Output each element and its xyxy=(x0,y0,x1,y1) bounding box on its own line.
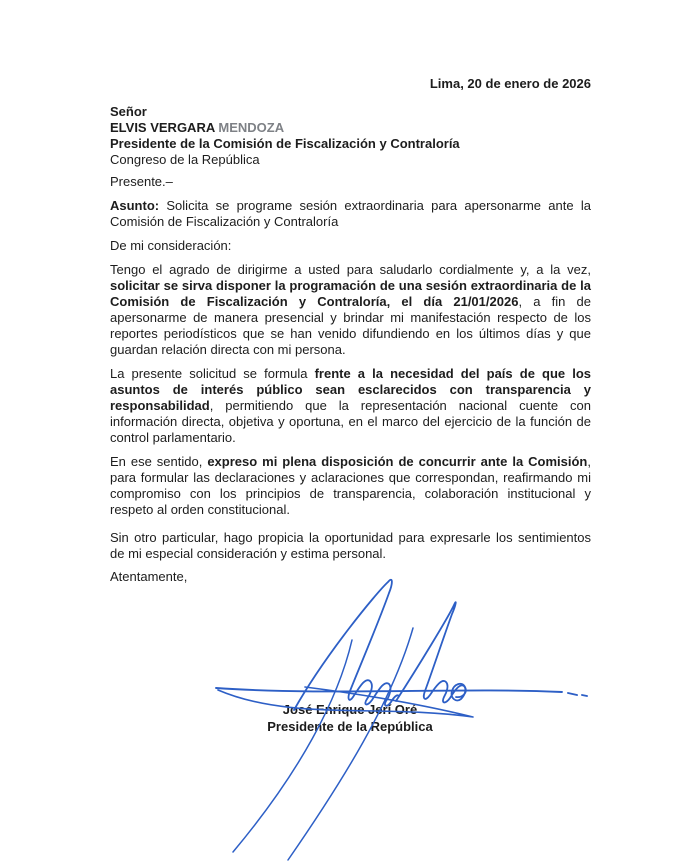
paragraph-text-bold: solicitar se sirva disponer la programación de una sesión extraordinaria de la Comisión de Fiscalización y Contraloría, el día 21/01/2026 xyxy=(110,278,591,309)
subject-line xyxy=(110,198,591,230)
closing-line: Atentamente, xyxy=(110,569,188,584)
paragraph-text: En ese sentido, xyxy=(110,454,208,469)
letter-date: Lima, 20 de enero de 2026 xyxy=(429,76,591,91)
recipient-name-main: ELVIS VERGARA xyxy=(110,120,219,135)
recipient-organization: Congreso de la República xyxy=(110,152,260,167)
present-line: Presente.– xyxy=(110,174,173,189)
subject-label: Asunto: xyxy=(110,198,160,213)
body-paragraph-4 xyxy=(110,530,591,562)
body-paragraph-3 xyxy=(110,454,591,518)
paragraph-text: La presente solicitud se formula xyxy=(110,366,315,381)
signature-second-loop xyxy=(396,602,466,702)
paragraph-text: , permitiendo que la representación nacional cuente con información directa, objetiva y oportuna, en el marco del ejercicio de la función de control parlamentario. xyxy=(110,398,591,445)
signature-right-tail xyxy=(288,628,413,860)
paragraph-text: , para formular las declaraciones y aclaraciones que correspondan, reafirmando mi compromiso con los principios de transparencia, colaboración institucional y respeto al orden constitucional. xyxy=(110,454,591,517)
paragraph-text: Tengo el agrado de dirigirme a usted para saludarlo cordialmente y, a la vez, xyxy=(110,262,591,277)
signatory-name: José Enrique Jerí Oré xyxy=(282,702,418,717)
signatory-block xyxy=(230,702,470,735)
recipient-name-light: MENDOZA xyxy=(218,120,285,135)
body-paragraph-2 xyxy=(110,366,591,446)
signature-horizontal-stroke xyxy=(216,688,587,696)
paragraph-text: , a fin de apersonarme de manera presencial y brindar mi manifestación respecto de los reportes periodísticos que se han venido difundiendo en los últimos días y que guardan relación directa con mi persona. xyxy=(110,294,592,357)
recipient-block xyxy=(110,104,591,168)
subject-text: Solicita se programe sesión extraordinaria para apersonarme ante la Comisión de Fiscalización y Contraloría xyxy=(110,198,591,229)
paragraph-text-bold: expreso mi plena disposición de concurrir ante la Comisión xyxy=(207,454,588,469)
recipient-name xyxy=(110,120,591,136)
paragraph-text: Sin otro particular, hago propicia la oportunidad para expresarle los sentimientos de mi especial consideración y estima personal. xyxy=(110,530,591,561)
paragraph-text-bold: frente a la necesidad del país de que los asuntos de interés público sean esclarecidos con transparencia y responsabilidad xyxy=(110,366,592,413)
greeting-line: De mi consideración: xyxy=(110,238,232,253)
signature-first-loop xyxy=(294,580,399,710)
signature-left-tail xyxy=(233,640,352,852)
body-paragraph-1 xyxy=(110,262,591,358)
recipient-title: Presidente de la Comisión de Fiscalización y Contraloría xyxy=(110,136,460,151)
recipient-salutation: Señor xyxy=(110,104,147,119)
signatory-title: Presidente de la República xyxy=(267,718,433,734)
